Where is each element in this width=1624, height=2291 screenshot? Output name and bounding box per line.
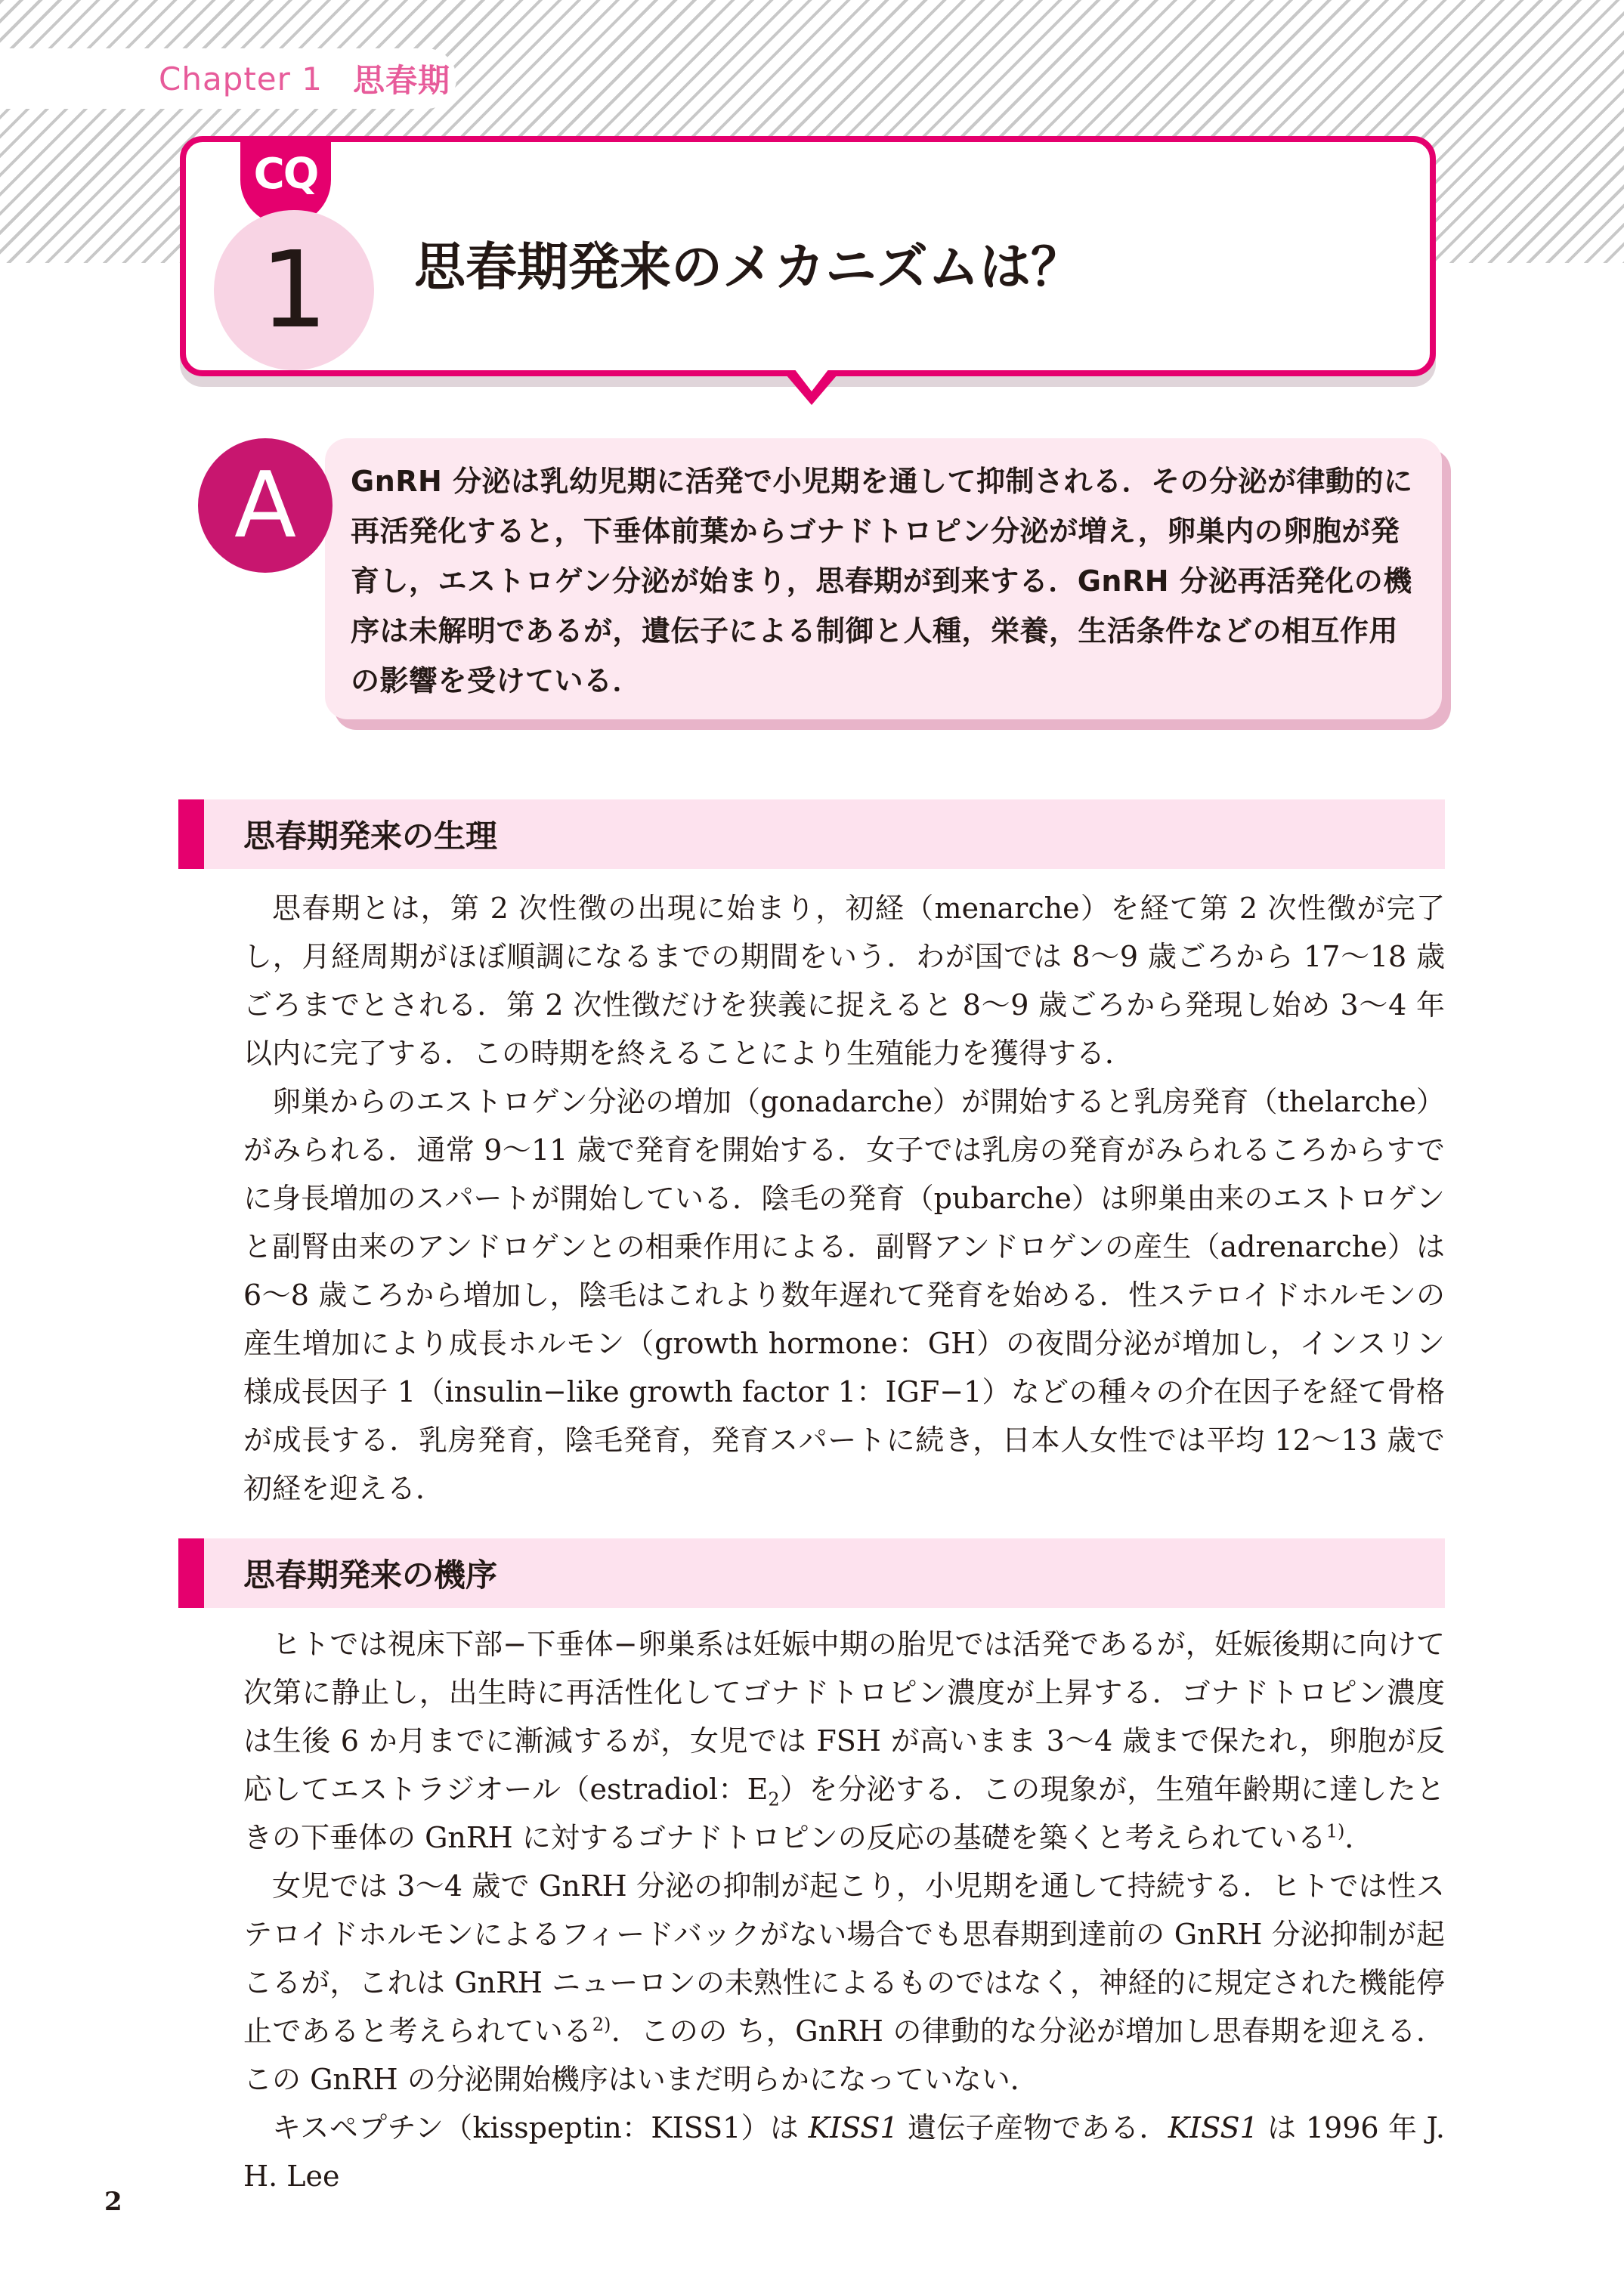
reference-marker: 2) xyxy=(592,2014,611,2036)
chapter-label: Chapter 1 xyxy=(159,60,323,97)
question-text: 思春期発来のメカニズムは？ xyxy=(414,238,1083,298)
page-number: 2 xyxy=(104,2187,122,2217)
body-paragraph: 思春期とは，第 2 次性徴の出現に始まり，初経（menarche）を経て第 2 次性徴が完了し，月経周期がほぼ順調になるまでの期間をいう．わが国では 8〜9 歳ごろから 17〜18 歳ごろまでとされる．第 2 次性徴だけを狭義に捉えると 8〜9 歳ごろから発現し始め 3〜4 年以内に完了する．この時期を終えることにより生殖能力を獲得する． xyxy=(243,892,1445,1070)
text-run: キスペプチン（kisspeptin：KISS1）は xyxy=(272,2111,809,2144)
section-heading-text: 思春期発来の機序 xyxy=(243,1557,498,1594)
text-run: 女児では 3〜4 歳で GnRH 分泌の抑制が起こり，小児期を通して持続する．ヒトでは性ステロイドホルモンによるフィードバックがない場合でも思春期到達前の GnRH 分泌抑制が起こるが，これは GnRH ニューロンの未熟性によるものではなく，神経的に規定された機能停止であると考えられている xyxy=(243,1869,1445,2048)
section-heading-physiology xyxy=(178,799,1445,869)
body-paragraph xyxy=(243,1862,1445,2104)
text-run: は 1996 年 J. H. Lee xyxy=(243,2111,1445,2193)
body-paragraph xyxy=(243,1620,1445,1862)
body-paragraph: 卵巣からのエストロゲン分泌の増加（gonadarche）が開始すると乳房発育（thelarche）がみられる．通常 9〜11 歳で発育を開始する．女子では乳房の発育がみられるころからすでに身長増加のスパートが開始している．陰毛の発育（pubarche）は卵巣由来のエストロゲンと副腎由来のアンドロゲンとの相乗作用による．副腎アンドロゲンの産生（adrenarche）は 6〜8 歳ころから増加し，陰毛はこれより数年遅れて発育を始める．性ステロイドホルモンの産生増加により成長ホルモン（growth hormone：GH）の夜間分泌が増加し，インスリン様成長因子 1（insulin−like growth factor 1：IGF−1）などの種々の介在因子を経て骨格が成長する．乳房発育，陰毛発育，発育スパートに続き，日本人女性では平均 12〜13 歳で初経を迎える． xyxy=(243,1085,1445,1505)
chapter-title: 思春期 xyxy=(353,62,451,99)
reference-marker: 1) xyxy=(1325,1820,1345,1842)
section-heading-mechanism xyxy=(178,1538,1445,1608)
section-heading-bar xyxy=(178,1538,204,1608)
text-run: 遺伝子産物である． xyxy=(898,2111,1168,2144)
text-run: ヒトでは視床下部−下垂体−卵巣系は妊娠中期の胎児では活発であるが，妊娠後期に向けて次第に静止し，出生時に再活性化してゴナドトロピン濃度が上昇する．ゴナドトロピン濃度は生後 6 か月までに漸減するが，女児では FSH が高いまま 3〜4 歳まで保たれ，卵胞が反応してエストラジオール（estradiol：E xyxy=(243,1628,1445,1806)
chapter-tab xyxy=(0,48,456,109)
subscript: 2 xyxy=(768,1789,780,1810)
answer-text: GnRH 分泌は乳幼児期に活発で小児期を通して抑制される．その分泌が律動的に再活発化すると，下垂体前葉からゴナドトロピン分泌が増え，卵巣内の卵胞が発育し，エストロゲン分泌が始まり，思春期が到来する．GnRH 分泌再活発化の機序は未解明であるが，遺伝子による制御と人種，栄養，生活条件などの相互作用の影響を受けている． xyxy=(351,465,1413,697)
section-body-mechanism xyxy=(243,1620,1445,2200)
cq-tag-label: CQ xyxy=(253,150,318,199)
section-heading-text: 思春期発来の生理 xyxy=(243,818,498,855)
text-run: ．このの ち，GnRH の律動的な分泌が増加し思春期を迎える．この GnRH の分泌開始機序はいまだ明らかになっていない． xyxy=(243,2014,1445,2096)
body-paragraph xyxy=(243,2104,1445,2200)
cq-number: 1 xyxy=(260,228,328,352)
section-heading-bar xyxy=(178,799,204,869)
text-run: ）を分泌する．この現象が，生殖年齢期に達したときの下垂体の GnRH に対するゴナドトロピンの反応の基礎を築くと考えられている xyxy=(243,1773,1445,1854)
gene-name: KISS1 xyxy=(808,2111,899,2144)
answer-badge xyxy=(198,438,333,573)
cq-number-badge xyxy=(214,210,374,370)
gene-name: KISS1 xyxy=(1168,2111,1258,2144)
question-box-pointer-inner xyxy=(794,369,829,391)
text-run: ． xyxy=(1344,1821,1374,1854)
section-body-physiology xyxy=(243,884,1445,1513)
answer-tag: A xyxy=(234,453,297,558)
